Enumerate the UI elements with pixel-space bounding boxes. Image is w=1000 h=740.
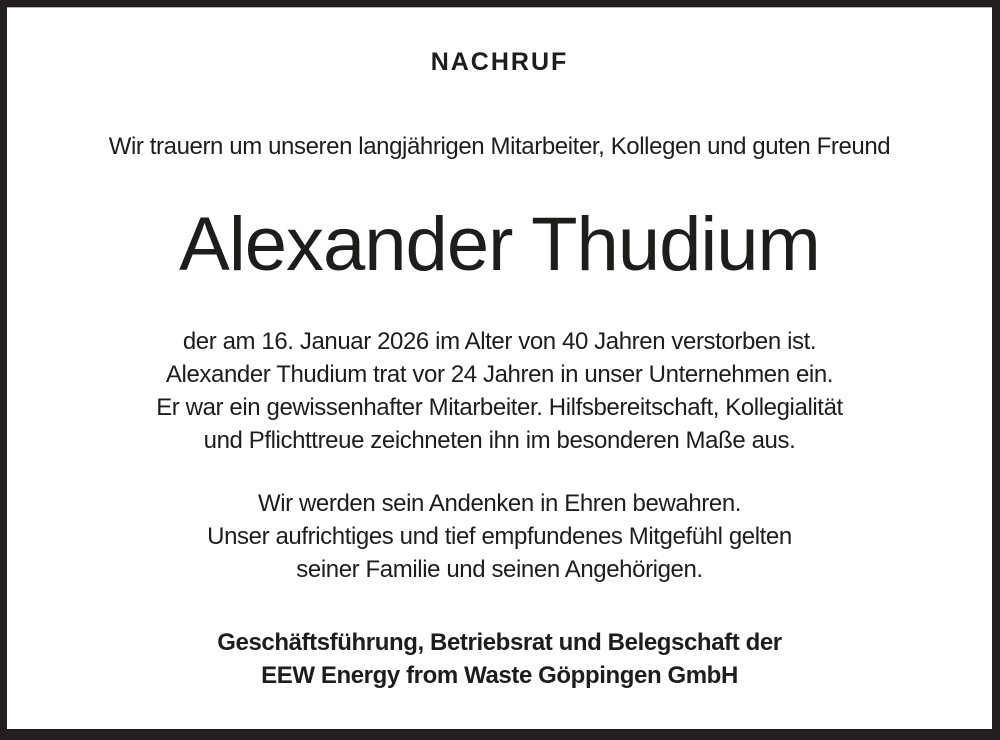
signature-line: EEW Energy from Waste Göppingen GmbH (261, 662, 738, 689)
paragraph-line: Er war ein gewissenhafter Mitarbeiter. Hilfsbereitschaft, Kollegialität (156, 394, 843, 421)
paragraph-line: und Pflichttreue zeichneten ihn im besonderen Maße aus. (203, 427, 796, 454)
paragraph-line: Alexander Thudium trat vor 24 Jahren in unser Unternehmen ein. (165, 361, 834, 388)
top-rule-line (7, 7, 992, 8)
paragraph-line: der am 16. Januar 2026 im Alter von 40 Jahren verstorben ist. (182, 328, 817, 355)
signature-block (7, 626, 992, 692)
obituary-paragraph-1 (7, 325, 992, 457)
paragraph-line: Unser aufrichtiges und tief empfundenes Mitgefühl gelten (207, 523, 792, 550)
intro-line: Wir trauern um unseren langjährigen Mitarbeiter, Kollegen und guten Freund (108, 133, 891, 160)
paragraph-line: seiner Familie und seinen Angehörigen. (296, 556, 703, 583)
obituary-paragraph-2 (7, 487, 992, 586)
deceased-name: Alexander Thudium (179, 202, 820, 287)
paragraph-line: Wir werden sein Andenken in Ehren bewahren. (257, 490, 742, 517)
signature-line: Geschäftsführung, Betriebsrat und Belegschaft der (217, 629, 782, 656)
notice-title: NACHRUF (430, 48, 569, 76)
